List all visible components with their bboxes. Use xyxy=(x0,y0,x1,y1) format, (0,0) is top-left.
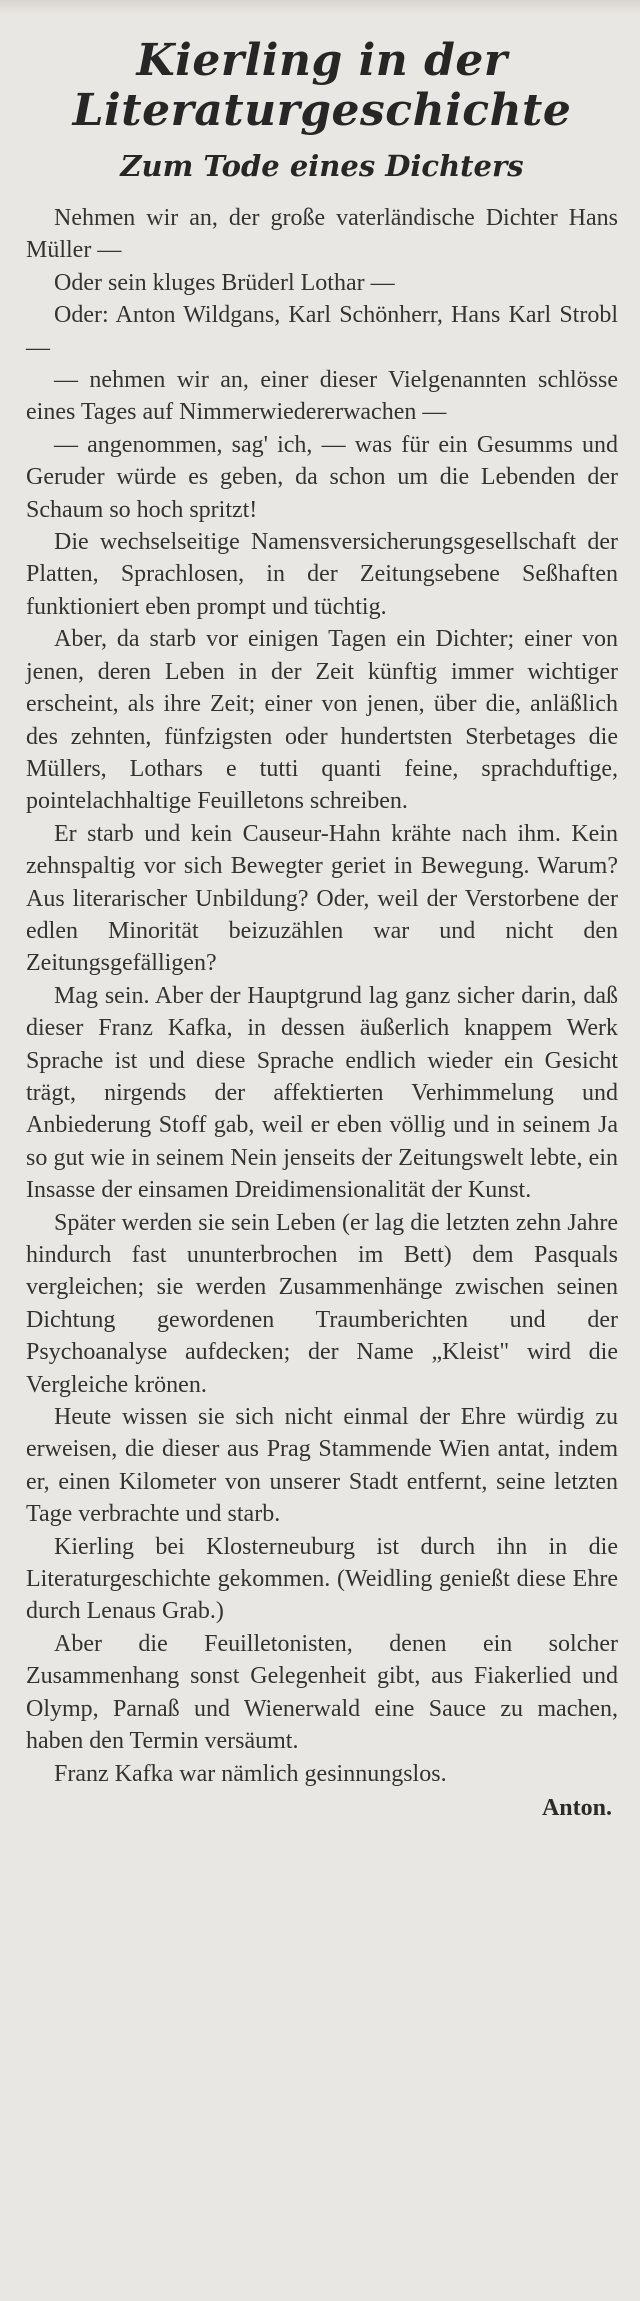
article-paragraph: Nehmen wir an, der große vaterländische Dichter Hans Müller — xyxy=(26,205,618,264)
article-paragraph: Kierling bei Klosterneuburg ist durch ihn in die Literaturgeschichte gekommen. (Weidling genießt diese Ehre durch Lenaus Grab.) xyxy=(26,1533,618,1625)
article-paragraph: Später werden sie sein Leben (er lag die letzten zehn Jahre hindurch fast ununterbrochen im Bett) dem Pasquals vergleichen; sie werden Zusammenhänge zwischen seinen Dichtung gewordenen Traumberichten und der Psychoanalyse aufdecken; der Name „Kleist" wird die Vergleiche krönen. xyxy=(26,1209,618,1398)
article-paragraph: Franz Kafka war nämlich gesinnungslos. xyxy=(54,1760,447,1787)
article-paragraph: — nehmen wir an, einer dieser Vielgenannten schlösse eines Tages auf Nimmerwiedererwachen — xyxy=(26,367,618,426)
article-paragraph: Aber, da starb vor einigen Tagen ein Dichter; einer von jenen, deren Leben in der Zeit künftig immer wichtiger erscheint, als ihre Zeit; einer von jenen, über die, anläßlich des zehnten, fünfzigsten oder hundertsten Sterbetages die Müllers, Lothars e tutti quanti feine, sprachduftige, pointelachhaltige Feuilletons schreiben. xyxy=(26,626,618,815)
article-subheadline: Zum Tode eines Dichters xyxy=(120,149,524,183)
article-paragraph: — angenommen, sag' ich, — was für ein Gesumms und Geruder würde es geben, da schon um die Lebenden der Schaum so hoch spritzt! xyxy=(26,431,618,523)
article-paragraph: Mag sein. Aber der Hauptgrund lag ganz sicher darin, daß dieser Franz Kafka, in dessen äußerlich knappem Werk Sprache ist und diese Sprache endlich wieder ein Gesicht trägt, nirgends der affektierten Verhimmelung und Anbiederung Stoff gab, weil er eben völlig und in seinem Ja so gut wie in seinem Nein jenseits der Zeitungswelt lebte, ein Insasse der einsamen Dreidimensionalität der Kunst. xyxy=(26,982,618,1204)
article-paragraph: Oder: Anton Wildgans, Karl Schönherr, Hans Karl Strobl — xyxy=(26,302,618,361)
article-paragraph: Die wechselseitige Namensversicherungsgesellschaft der Platten, Sprachlosen, in der Zeitungsebene Seßhaften funktioniert eben prompt und tüchtig. xyxy=(26,529,618,620)
article-body xyxy=(26,202,618,1790)
article-paragraph: Oder sein kluges Brüderl Lothar — xyxy=(54,269,395,296)
article-headline: Kierling in der Literaturgeschichte xyxy=(72,35,572,136)
article-paragraph: Aber die Feuilletonisten, denen ein solcher Zusammenhang sonst Gelegenheit gibt, aus Fiakerlied und Olymp, Parnaß und Wienerwald eine Sauce zu machen, haben den Termin versäumt. xyxy=(26,1630,618,1755)
author-signature: Anton. xyxy=(541,1794,612,1821)
article-paragraph: Er starb und kein Causeur-Hahn krähte nach ihm. Kein zehnspaltig vor sich Bewegter geriet in Bewegung. Warum? Aus literarischer Unbildung? Oder, weil der Verstorbene der edlen Minorität beizuzählen war und nicht den Zeitungsgefälligen? xyxy=(26,820,618,977)
article-paragraph: Heute wissen sie sich nicht einmal der Ehre würdig zu erweisen, die dieser aus Prag Stammende Wien antat, indem er, einen Kilometer von unserer Stadt entfernt, seine letzten Tage verbrachte und starb. xyxy=(26,1404,618,1528)
